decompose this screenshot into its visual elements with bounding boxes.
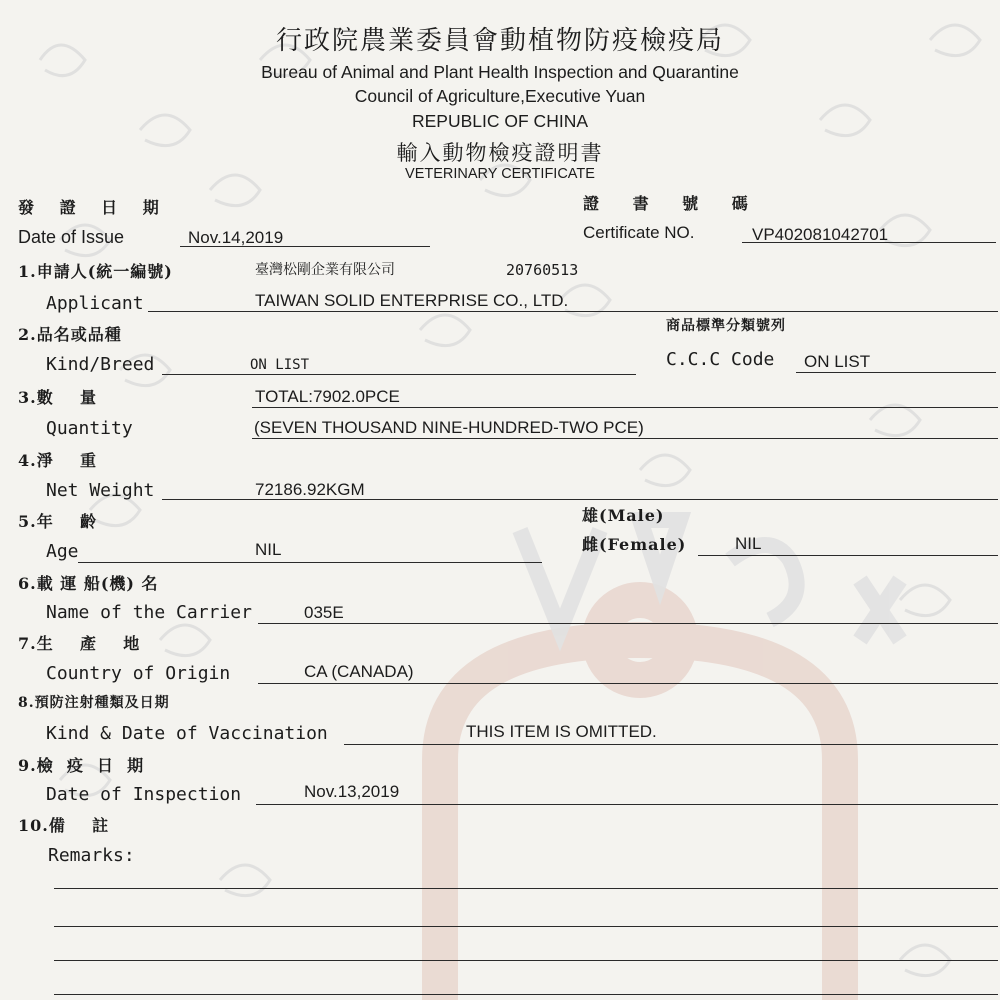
applicant-label-zh: 1.申請人(統一編號) bbox=[18, 262, 173, 281]
quantity-label-zh: 3.數 量 bbox=[18, 388, 97, 407]
remarks-line-4 bbox=[54, 994, 998, 995]
quantity-in-words: (SEVEN THOUSAND NINE-HUNDRED-TWO PCE) bbox=[254, 418, 644, 437]
remarks-line-2 bbox=[54, 926, 998, 927]
agency-name-en: Bureau of Animal and Plant Health Inspection and Quarantine bbox=[261, 62, 739, 82]
inspection-underline bbox=[256, 804, 998, 805]
certificate-no-label-zh: 證 書 號 碼 bbox=[583, 194, 762, 213]
vaccination-label-zh: 8.預防注射種類及日期 bbox=[18, 695, 170, 711]
ccc-code-label-en: C.C.C Code bbox=[666, 349, 775, 370]
quantity-underline-2 bbox=[252, 438, 998, 439]
net-weight-value: 72186.92KGM bbox=[255, 480, 365, 499]
applicant-name-zh: 臺灣松剛企業有限公司 bbox=[255, 262, 395, 278]
net-weight-label-zh: 4.淨 重 bbox=[18, 451, 97, 470]
agency-name-zh: 行政院農業委員會動植物防疫檢疫局 bbox=[275, 26, 724, 56]
kind-label-zh: 2.品名或品種 bbox=[18, 325, 122, 344]
age-value: NIL bbox=[255, 540, 282, 559]
kind-underline bbox=[162, 374, 636, 375]
kind-value: ON LIST bbox=[250, 357, 310, 373]
age-underline bbox=[78, 562, 542, 563]
male-label: 雄(Male) bbox=[582, 506, 665, 525]
applicant-id: 20760513 bbox=[506, 261, 579, 279]
ccc-code-value: ON LIST bbox=[804, 352, 871, 371]
certificate-no-label-en: Certificate NO. bbox=[583, 223, 695, 242]
council-name-en: Council of Agriculture,Executive Yuan bbox=[354, 86, 646, 106]
remarks-label-en: Remarks: bbox=[48, 845, 135, 866]
origin-label-zh: 7.生 產 地 bbox=[18, 634, 141, 653]
applicant-underline bbox=[148, 311, 998, 312]
ccc-code-underline bbox=[796, 372, 996, 373]
inspection-label-en: Date of Inspection bbox=[46, 784, 242, 805]
quantity-total: TOTAL:7902.0PCE bbox=[255, 387, 400, 406]
net-weight-label-en: Net Weight bbox=[46, 480, 155, 501]
carrier-underline bbox=[258, 623, 998, 624]
applicant-name-en: TAIWAN SOLID ENTERPRISE CO., LTD. bbox=[255, 291, 569, 310]
issue-date-label-zh: 發 證 日 期 bbox=[18, 198, 169, 217]
sex-underline bbox=[698, 555, 998, 556]
remarks-label-zh: 10.備 註 bbox=[18, 816, 110, 835]
inspection-label-zh: 9.檢 疫 日 期 bbox=[18, 756, 145, 775]
female-label: 雌(Female) bbox=[582, 535, 687, 554]
quantity-underline-1 bbox=[252, 407, 998, 408]
remarks-line-3 bbox=[54, 960, 998, 961]
vaccination-label-en: Kind & Date of Vaccination bbox=[46, 723, 328, 744]
vaccination-underline bbox=[344, 744, 998, 745]
quantity-label-en: Quantity bbox=[46, 418, 133, 439]
inspection-value: Nov.13,2019 bbox=[304, 782, 400, 801]
applicant-label-en: Applicant bbox=[46, 293, 144, 314]
origin-label-en: Country of Origin bbox=[46, 663, 231, 684]
issue-date-label-en: Date of Issue bbox=[18, 227, 125, 247]
certificate-no-underline bbox=[742, 242, 996, 243]
sex-value: NIL bbox=[735, 534, 762, 553]
certificate-title-zh: 輸入動物檢疫證明書 bbox=[396, 141, 604, 165]
carrier-value: 035E bbox=[304, 603, 344, 622]
origin-value: CA (CANADA) bbox=[304, 662, 414, 681]
certificate-no-value: VP402081042701 bbox=[752, 225, 889, 244]
country-name-en: REPUBLIC OF CHINA bbox=[412, 111, 588, 131]
carrier-label-en: Name of the Carrier bbox=[46, 602, 252, 623]
ccc-code-label-zh: 商品標準分類號列 bbox=[666, 318, 786, 334]
origin-underline bbox=[258, 683, 998, 684]
certificate-title-en: VETERINARY CERTIFICATE bbox=[405, 166, 595, 182]
watermark-seal bbox=[440, 600, 840, 1000]
remarks-line-1 bbox=[54, 888, 998, 889]
vaccination-value: THIS ITEM IS OMITTED. bbox=[466, 722, 657, 741]
issue-date-value: Nov.14,2019 bbox=[188, 228, 284, 247]
issue-date-underline bbox=[180, 246, 430, 247]
age-label-zh: 5.年 齡 bbox=[18, 512, 97, 531]
kind-label-en: Kind/Breed bbox=[46, 354, 155, 375]
carrier-label-zh: 6.載 運 船(機) 名 bbox=[18, 574, 159, 593]
age-label-en: Age bbox=[46, 541, 79, 562]
net-weight-underline bbox=[162, 499, 998, 500]
